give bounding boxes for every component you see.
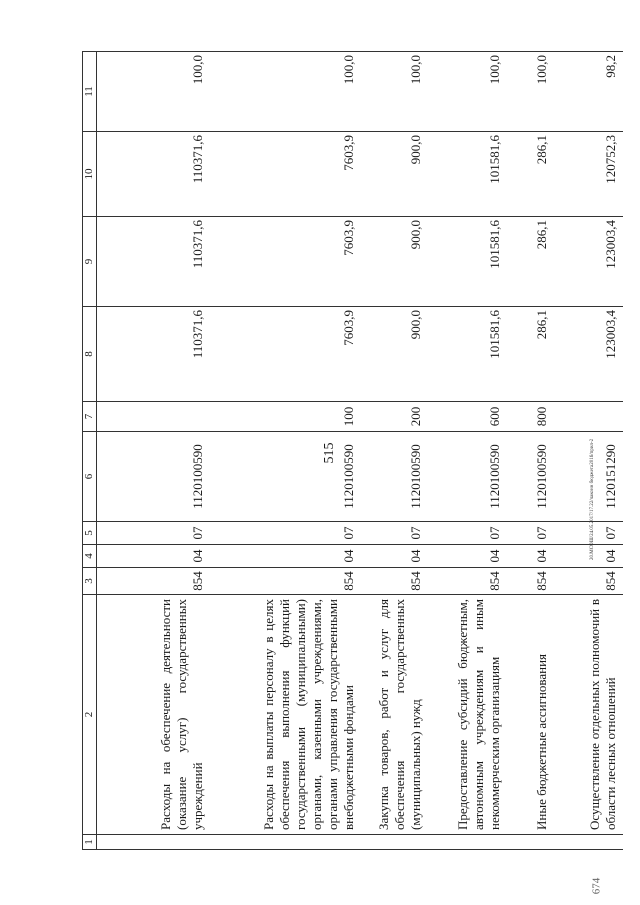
col-number-1: 1 xyxy=(83,835,97,850)
page-number: 515 xyxy=(322,442,337,464)
column-number-row xyxy=(83,52,97,850)
col-number-6: 6 xyxy=(83,432,97,522)
cell-col-3: 854 xyxy=(554,568,623,595)
cell-col-7: 800 xyxy=(507,402,554,432)
col-number-9: 9 xyxy=(83,217,97,307)
cell-col-6: 1120100590 xyxy=(428,432,507,522)
cell-col-11: 100,0 xyxy=(361,52,428,132)
cell-code xyxy=(210,835,361,850)
cell-col-4: 04 xyxy=(361,545,428,568)
cell-col-8: 286,1 xyxy=(507,307,554,402)
cell-col-8: 101581,6 xyxy=(428,307,507,402)
table-row xyxy=(428,52,507,850)
col-number-7: 7 xyxy=(83,402,97,432)
cell-col-11: 100,0 xyxy=(428,52,507,132)
cell-col-5: 07 xyxy=(97,522,211,545)
cell-col-4: 04 xyxy=(210,545,361,568)
cell-col-8: 7603,9 xyxy=(210,307,361,402)
cell-col-10: 101581,6 xyxy=(428,132,507,217)
cell-description: Расходы на выплаты персоналу в целях обеспечения выполнения функций государственными (муниципальными) органами, казенными учреждениями, органами управления государственными внебюджетными фондами xyxy=(210,595,361,835)
cell-col-3: 854 xyxy=(210,568,361,595)
cell-col-7 xyxy=(97,402,211,432)
cell-col-4: 04 xyxy=(428,545,507,568)
corner-mark: 674 xyxy=(590,877,603,895)
cell-col-7 xyxy=(554,402,623,432)
cell-description: Закупка товаров, работ и услуг для обеспечения государственных (муниципальных) нужд xyxy=(361,595,428,835)
cell-col-8: 900,0 xyxy=(361,307,428,402)
cell-col-7: 100 xyxy=(210,402,361,432)
col-number-10: 10 xyxy=(83,132,97,217)
cell-col-7: 600 xyxy=(428,402,507,432)
cell-code xyxy=(428,835,507,850)
cell-col-4: 04 xyxy=(554,545,623,568)
cell-col-6: 1120100590 xyxy=(210,432,361,522)
cell-col-3: 854 xyxy=(361,568,428,595)
cell-col-11: 98,2 xyxy=(554,52,623,132)
cell-col-9: 123003,4 xyxy=(554,217,623,307)
cell-description: Расходы на обеспечение деятельности (оказание услуг) государственных учреждений xyxy=(97,595,211,835)
cell-col-9: 101581,6 xyxy=(428,217,507,307)
cell-code xyxy=(361,835,428,850)
cell-col-9: 286,1 xyxy=(507,217,554,307)
cell-code xyxy=(554,835,623,850)
col-number-5: 5 xyxy=(83,522,97,545)
cell-col-9: 900,0 xyxy=(361,217,428,307)
cell-col-5: 07 xyxy=(210,522,361,545)
col-number-2: 2 xyxy=(83,595,97,835)
cell-col-3: 854 xyxy=(428,568,507,595)
cell-col-6: 1120151290 xyxy=(554,432,623,522)
cell-col-6: 1120100590 xyxy=(97,432,211,522)
budget-table xyxy=(82,51,623,850)
cell-col-8: 110371,6 xyxy=(97,307,211,402)
col-number-8: 8 xyxy=(83,307,97,402)
table-row xyxy=(361,52,428,850)
cell-col-5: 07 xyxy=(507,522,554,545)
cell-col-5: 07 xyxy=(361,522,428,545)
footer-note: 20.МСОШ/24.05.2017/17.22/чаконн бюджета2016/прил-2 xyxy=(590,438,595,560)
cell-col-5: 07 xyxy=(554,522,623,545)
table-row xyxy=(507,52,554,850)
cell-col-10: 900,0 xyxy=(361,132,428,217)
cell-col-10: 286,1 xyxy=(507,132,554,217)
cell-col-8: 123003,4 xyxy=(554,307,623,402)
cell-col-9: 110371,6 xyxy=(97,217,211,307)
col-number-3: 3 xyxy=(83,568,97,595)
table-row xyxy=(554,52,623,850)
cell-col-3: 854 xyxy=(97,568,211,595)
cell-col-4: 04 xyxy=(507,545,554,568)
cell-col-5: 07 xyxy=(428,522,507,545)
cell-col-10: 120752,3 xyxy=(554,132,623,217)
cell-col-9: 7603,9 xyxy=(210,217,361,307)
col-number-11: 11 xyxy=(83,52,97,132)
cell-col-6: 1120100590 xyxy=(361,432,428,522)
cell-col-11: 100,0 xyxy=(210,52,361,132)
cell-col-11: 100,0 xyxy=(97,52,211,132)
cell-col-3: 854 xyxy=(507,568,554,595)
cell-code xyxy=(507,835,554,850)
cell-col-11: 100,0 xyxy=(507,52,554,132)
cell-description: Предоставление субсидий бюджетным, автономным учреждениям и иным некоммерческим организациям xyxy=(428,595,507,835)
cell-col-10: 7603,9 xyxy=(210,132,361,217)
table-row xyxy=(97,52,211,850)
cell-description: Иные бюджетные ассигнования xyxy=(507,595,554,835)
cell-col-7: 200 xyxy=(361,402,428,432)
cell-code xyxy=(97,835,211,850)
cell-description: Осуществление отдельных полномочий в области лесных отношений xyxy=(554,595,623,835)
cell-col-10: 110371,6 xyxy=(97,132,211,217)
cell-col-4: 04 xyxy=(97,545,211,568)
table-row xyxy=(210,52,361,850)
col-number-4: 4 xyxy=(83,545,97,568)
cell-col-6: 1120100590 xyxy=(507,432,554,522)
